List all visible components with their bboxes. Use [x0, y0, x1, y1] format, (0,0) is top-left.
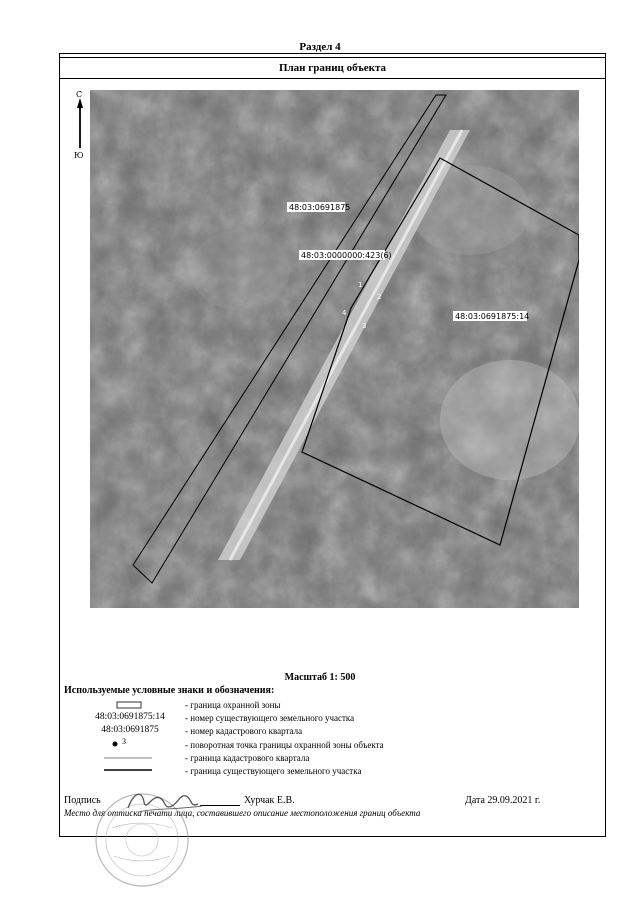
map-label-parcel-main: 48:03:0691875 — [289, 203, 351, 212]
legend-text-quarter-number: - номер кадастрового квартала — [185, 726, 303, 736]
map-point-4: 4 — [342, 309, 347, 317]
legend-title: Используемые условные знаки и обозначения: — [64, 685, 275, 696]
legend-symbol-quarter-number: 48:03:0691875 — [101, 725, 159, 735]
legend-symbol-parcel-number: 48:03:0691875:14 — [95, 712, 165, 722]
compass-north-label: С — [76, 90, 83, 99]
legend-symbol-parcel-boundary — [100, 766, 156, 774]
signature-label: Подпись — [64, 795, 101, 806]
compass-south-label: Ю — [74, 151, 84, 160]
aerial-map — [90, 90, 579, 608]
stamp-place-label: Место для оттиска печати лица, составившего описание местоположения границ объекта — [64, 808, 421, 818]
north-arrow-icon — [72, 88, 90, 163]
legend-text-parcel-number: - номер существующего земельного участка — [185, 713, 355, 723]
signature-name: Хурчак Е.В. — [244, 795, 295, 806]
legend-text-point: - поворотная точка границы охранной зоны объекта — [185, 740, 384, 750]
map-point-3: 3 — [362, 322, 367, 330]
legend-point-dot-icon — [108, 738, 122, 750]
section-title: Раздел 4 — [299, 41, 341, 53]
plan-title: План границ объекта — [60, 57, 605, 79]
legend-text-protection-zone: - граница охранной зоны — [185, 700, 281, 710]
legend-text-quarter-boundary: - граница кадастрового квартала — [185, 753, 310, 763]
map-point-1: 1 — [358, 281, 363, 289]
legend-symbol-quarter-boundary — [100, 754, 156, 762]
handwritten-signature-icon — [120, 786, 210, 820]
legend-symbol-protection-zone — [110, 700, 150, 710]
legend-text-parcel-boundary: - граница существующего земельного участка — [185, 766, 362, 776]
map-scale: Масштаб 1: 500 — [284, 672, 356, 683]
map-label-parcel-14: 48:03:0691875:14 — [455, 312, 530, 321]
map-label-parcel-road: 48:03:0000000:423(6) — [301, 251, 392, 260]
map-point-2: 2 — [377, 293, 382, 301]
signature-date: Дата 29.09.2021 г. — [465, 795, 541, 806]
legend-symbol-point: 3 — [122, 737, 126, 746]
